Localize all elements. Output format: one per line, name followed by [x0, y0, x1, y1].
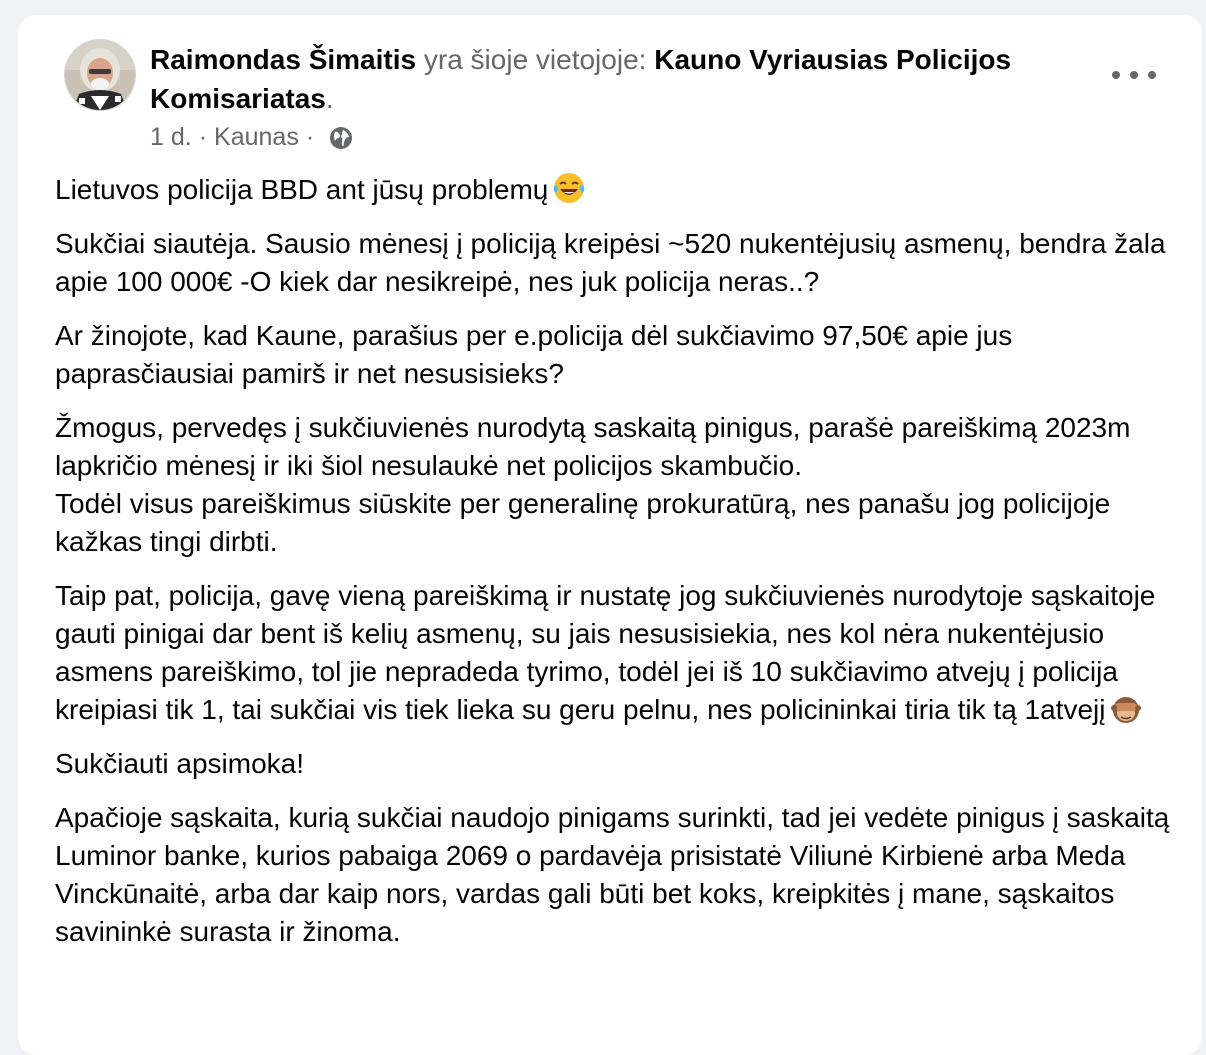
more-options-dot [1148, 71, 1156, 79]
author-avatar[interactable] [64, 39, 136, 111]
meta-separator: · [198, 123, 208, 151]
post-paragraph: Sukčiauti apsimoka! [55, 748, 305, 779]
post-time[interactable]: 1 d. [150, 123, 192, 151]
paragraph-text: Lietuvos policija BBD ant jūsų problemų [55, 174, 549, 205]
see-no-evil-monkey-emoji [1109, 691, 1143, 725]
more-options-button[interactable] [1112, 60, 1156, 90]
post-paragraph: Sukčiai siautėja. Sausio mėnesį į policiją kreipėsi ~520 nukentėjusių asmenų, bendra žala apie 100 000€ -O kiek dar nesikreipė, nes juk policija neras..? [55, 228, 1166, 297]
post-body [55, 171, 1175, 967]
location-suffix: . [325, 83, 334, 114]
paragraph-text: Todėl visus pareiškimus siūskite per generalinę prokuratūrą, nes panašu jog policijoje kažkas tingi dirbti. [55, 488, 1111, 557]
post-paragraph [55, 409, 1175, 561]
meta-separator: · [305, 123, 315, 151]
paragraph-text: Žmogus, pervedęs į sukčiuvienės nurodytą saskaitą pinigus, parašė pareiškimą 2023m lapkričio mėnesį ir iki šiol nesulaukė net policijos skambučio. [55, 412, 1131, 481]
post-paragraph [55, 577, 1175, 729]
more-options-icon [1112, 71, 1120, 79]
post-paragraph [55, 171, 1175, 209]
paragraph-text: Taip pat, policija, gavę vieną pareiškimą ir nustatę jog sukčiuvienės nurodytoje sąskaitoje gauti pinigai dar bent iš kelių asmenų, su jais nesusisiekia, nes kol nėra nukentėjusio asmens pareiškimo, tol jie nepradeda tyrimo, todėl jei iš 10 sukčiavimo atvejų į policija kreipiasi tik 1, tai sukčiai vis tiek lieka su geru pelnu, nes policininkai tiria tik tą 1atvejį [55, 580, 1156, 725]
laughing-crying-emoji [552, 171, 586, 205]
post-meta [150, 120, 353, 154]
location-prefix: yra šioje vietojoje: [423, 44, 647, 75]
more-options-dot [1130, 71, 1138, 79]
post-paragraph: Ar žinojote, kad Kaune, parašius per e.policija dėl sukčiavimo 97,50€ apie jus paprasčiausiai pamirš ir net nesusisieks? [55, 320, 1013, 389]
post-paragraph: Apačioje sąskaita, kurią sukčiai naudojo pinigams surinkti, tad jei vedėte pinigus į saskaitą Luminor banke, kurios pabaiga 2069 o pardavėja prisistatė Viliunė Kirbienė arba Meda Vinckūnaitė, arba dar kaip nors, vardas gali būti bet koks, kreipkitės į mane, sąskaitos savininkė surasta ir žinoma. [55, 802, 1170, 947]
location-link[interactable]: Kauno Vyriausias Policijos Komisariatas [150, 44, 1012, 114]
post-city[interactable]: Kaunas [214, 123, 299, 151]
globe-icon[interactable] [329, 125, 353, 149]
post-header [150, 40, 1080, 118]
author-name[interactable]: Raimondas Šimaitis [150, 44, 417, 75]
